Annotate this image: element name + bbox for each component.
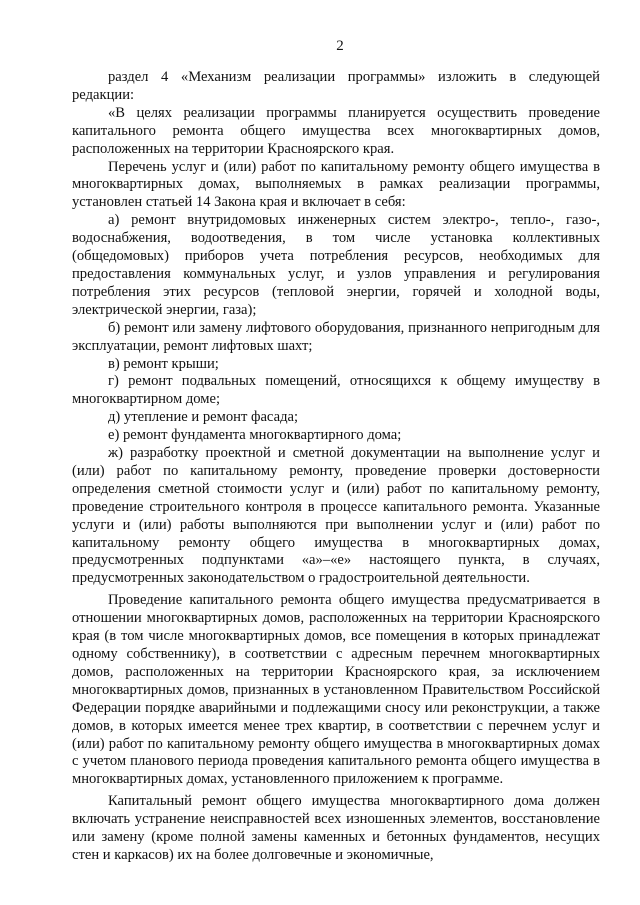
list-item-g: г) ремонт подвальных помещений, относящихся к общему имуществу в многоквартирном доме; <box>72 373 600 408</box>
list-item-b: б) ремонт или замену лифтового оборудования, признанного непригодным для эксплуатации, ремонт лифтовых шахт; <box>72 319 600 354</box>
list-item-a: а) ремонт внутридомовых инженерных систем электро-, тепло-, газо-, водоснабжения, водоотведения, в том числе установка коллективных (общедомовых) приборов учета потребления ресурсов, необходимых для предоставления коммунальных услуг, и узлов управления и регулирования потребления этих ресурсов (тепловой энергии, горячей и холодной воды, электрической энергии, газа); <box>72 212 600 318</box>
paragraph-program-goal: «В целях реализации программы планируется осуществить проведение капитального ремонта общего имущества всех многоквартирных домов, расположенных на территории Красноярского края. <box>72 104 600 157</box>
page-number: 2 <box>336 38 344 54</box>
paragraph-services-list-intro: Перечень услуг и (или) работ по капитальному ремонту общего имущества в многоквартирных домах, выполняемых в рамках реализации программы, установлен статьей 14 Закона края и включает в себя: <box>72 158 600 211</box>
list-item-d: д) утепление и ремонт фасада; <box>108 409 299 426</box>
list-item-zh: ж) разработку проектной и сметной документации на выполнение услуг и (или) работ по капитальному ремонту, проведение проверки достоверности определения сметной стоимости услуг и (или) работ по капитальному ремонту, проведение строительного контроля в процессе капитального ремонта. Указанные услуги и (или) работы выполняются при выполнении услуг и (или) работ по капитальному ремонту общего имущества в многоквартирных домах, предусмотренных подпунктами «а»–«е» настоящего пункта, в случаях, предусмотренных законодательством о градостроительной деятельности. <box>72 445 600 587</box>
list-item-e: е) ремонт фундамента многоквартирного дома; <box>108 427 402 444</box>
paragraph-repair-requirements: Капитальный ремонт общего имущества многоквартирного дома должен включать устранение неисправностей всех изношенных элементов, восстановление или замену (кроме полной замены каменных и бетонных фундаментов, несущих стен и каркасов) их на более долговечные и экономичные, <box>72 793 600 863</box>
paragraph-repair-scope: Проведение капитального ремонта общего имущества предусматривается в отношении многоквартирных домов, расположенных на территории Красноярского края (в том числе многоквартирных домов, все помещения в которых принадлежат одному собственнику), в соответствии с адресным перечнем многоквартирных домов, расположенных на территории Красноярского края, за исключением многоквартирных домов, признанных в установленном Правительством Российской Федерации порядке аварийными и подлежащими сносу или реконструкции, а также домов, в которых имеется менее трех квартир, в соответствии с перечнем услуг и (или) работ по капитальному ремонту общего имущества в многоквартирных домах с учетом планового периода проведения капитального ремонта общего имущества в многоквартирных домах, установленного приложением к программе. <box>72 592 600 788</box>
paragraph-section-intro: раздел 4 «Механизм реализации программы» изложить в следующей редакции: <box>72 69 600 103</box>
list-item-v: в) ремонт крыши; <box>108 355 219 372</box>
